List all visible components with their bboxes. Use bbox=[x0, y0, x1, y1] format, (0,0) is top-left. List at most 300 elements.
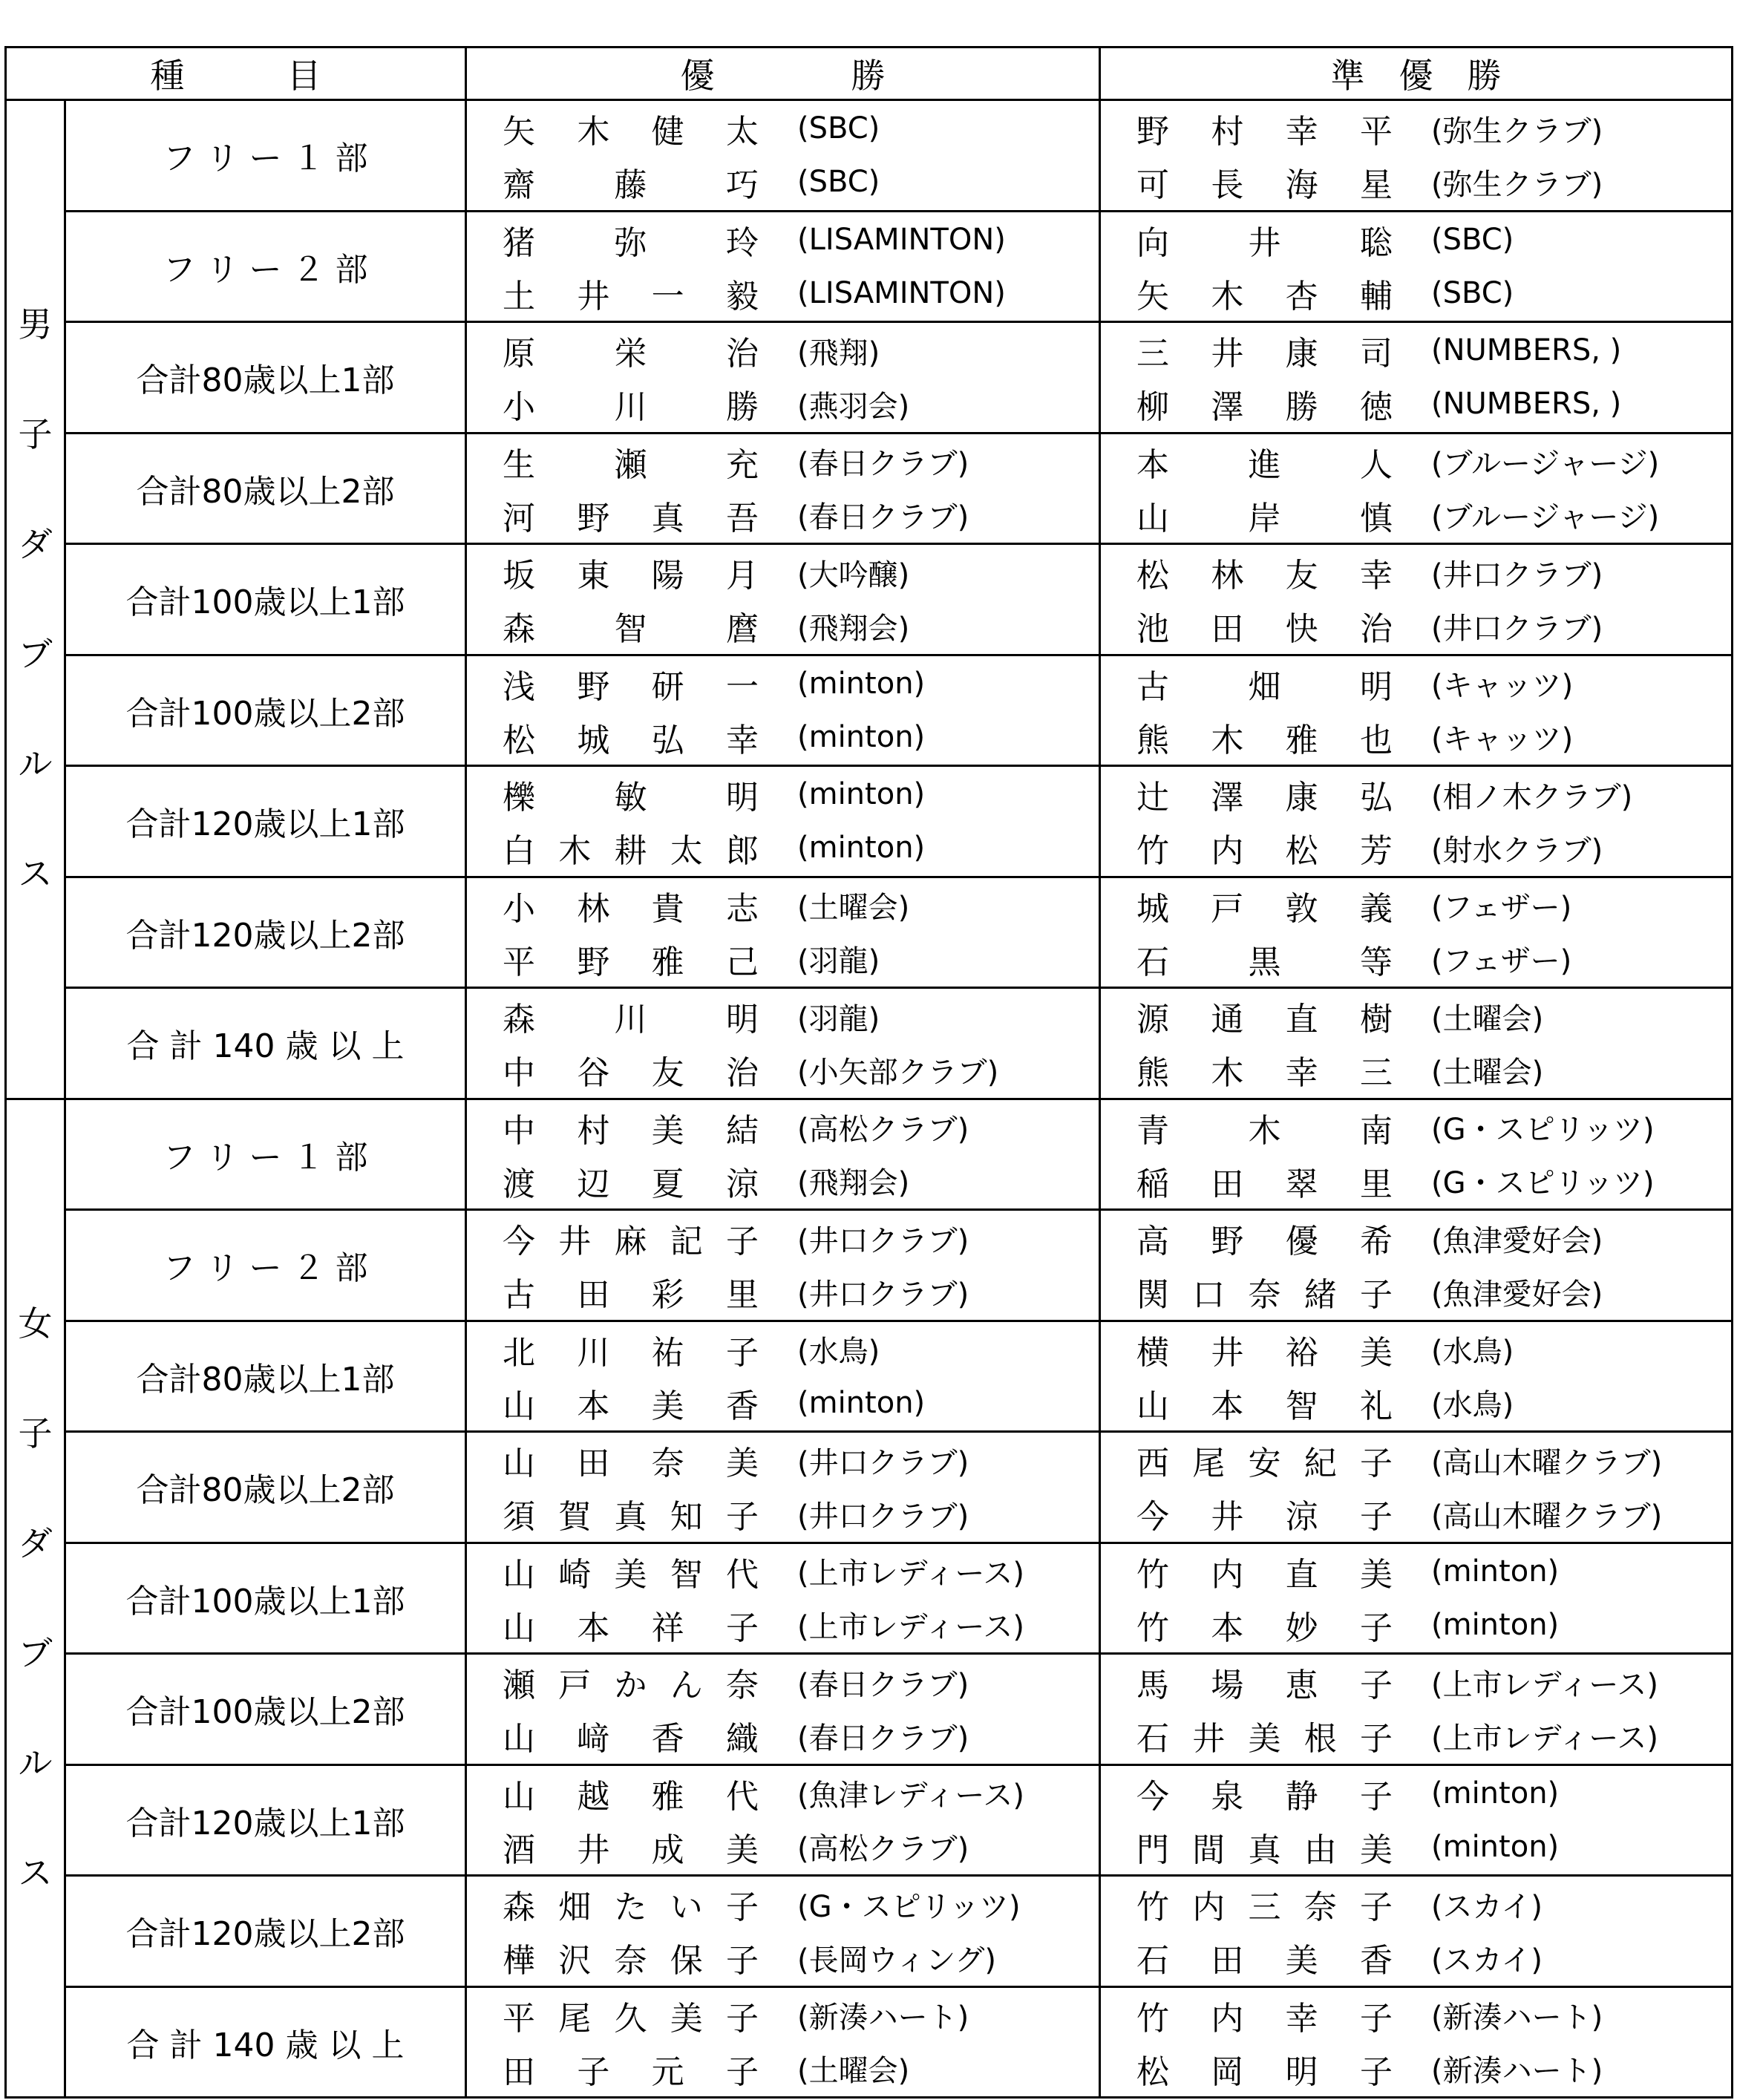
winner-entry bbox=[503, 821, 1099, 874]
runner-up-club: (水鳥) bbox=[1431, 1335, 1514, 1370]
winner-name: 山 﨑 香 織 bbox=[503, 1720, 759, 1759]
winner-cell bbox=[466, 1543, 1100, 1654]
runner-up-cell bbox=[1100, 766, 1733, 877]
winner-cell bbox=[466, 655, 1100, 766]
runner-up-club: (魚津愛好会) bbox=[1431, 1223, 1603, 1258]
winner-entry bbox=[503, 1433, 1099, 1487]
runner-up-entry bbox=[1136, 102, 1731, 155]
winner-name: 山 越 雅 代 bbox=[503, 1777, 759, 1816]
winner-name: 酒 井 成 美 bbox=[503, 1831, 759, 1869]
winner-entry bbox=[503, 1989, 1099, 2042]
runner-up-club: (G・スピリッツ) bbox=[1431, 1166, 1655, 1201]
runner-up-entry bbox=[1136, 990, 1731, 1043]
men-group-char: ス bbox=[18, 854, 53, 894]
runner-up-cell bbox=[1100, 100, 1733, 212]
runner-up-name: 柳 澤 勝 徳 bbox=[1136, 388, 1393, 427]
women-event-row bbox=[6, 1764, 1733, 1876]
runner-up-club: (ブルージャージ) bbox=[1431, 500, 1660, 535]
runner-up-entry bbox=[1136, 1931, 1731, 1984]
winner-club: (minton) bbox=[797, 1385, 926, 1420]
runner-up-club: (高山木曜クラブ) bbox=[1431, 1445, 1663, 1480]
men-event-row bbox=[6, 766, 1733, 877]
runner-up-club: (スカイ) bbox=[1431, 1943, 1543, 1978]
runner-up-entry bbox=[1136, 710, 1731, 764]
winner-name: 土 井 一 毅 bbox=[503, 277, 759, 315]
runner-up-name: 竹 内 直 美 bbox=[1136, 1555, 1393, 1594]
men-event-row bbox=[6, 544, 1733, 655]
runner-up-entry bbox=[1136, 1211, 1731, 1265]
winner-name: 櫟 敏 明 bbox=[503, 779, 759, 817]
women-event-row bbox=[6, 1099, 1733, 1210]
runner-up-club: (minton) bbox=[1431, 1776, 1560, 1810]
runner-up-club: (minton) bbox=[1431, 1829, 1560, 1864]
runner-up-entry bbox=[1136, 768, 1731, 821]
winner-entry bbox=[503, 324, 1099, 377]
winner-club: (土曜会) bbox=[797, 891, 910, 926]
event-name: 合計80歳以上2部 bbox=[65, 1432, 466, 1543]
winner-club: (井口クラブ) bbox=[797, 1223, 969, 1258]
runner-up-entry bbox=[1136, 1101, 1731, 1154]
runner-up-club: (射水クラブ) bbox=[1431, 833, 1603, 868]
winner-entry bbox=[503, 377, 1099, 431]
runner-up-entry bbox=[1136, 2042, 1731, 2096]
runner-up-club: (弥生クラブ) bbox=[1431, 167, 1603, 202]
winner-club: (井口クラブ) bbox=[797, 1499, 969, 1534]
winner-club: (燕羽会) bbox=[797, 389, 910, 424]
runner-up-name: 城 戸 敦 義 bbox=[1136, 889, 1393, 928]
men-event-row bbox=[6, 100, 1733, 212]
runner-up-entry bbox=[1136, 1989, 1731, 2042]
winner-entry bbox=[503, 1154, 1099, 1208]
runner-up-name: 青 木 南 bbox=[1136, 1111, 1393, 1150]
winner-name: 瀬 戸 か ん 奈 bbox=[503, 1666, 759, 1705]
event-name: 合計80歳以上2部 bbox=[65, 433, 466, 544]
winner-entry bbox=[503, 266, 1099, 320]
winner-name: 河 野 真 吾 bbox=[503, 499, 759, 537]
runner-up-entry bbox=[1136, 1709, 1731, 1762]
event-name: 合計100歳以上2部 bbox=[65, 1654, 466, 1765]
runner-up-entry bbox=[1136, 377, 1731, 431]
winner-name: 北 川 祐 子 bbox=[503, 1333, 759, 1372]
header-runner-up: 準 優 勝 bbox=[1100, 48, 1733, 100]
runner-up-name: 竹 内 幸 子 bbox=[1136, 1999, 1393, 2038]
winner-club: (春日クラブ) bbox=[797, 500, 969, 535]
winner-cell bbox=[466, 211, 1100, 322]
winner-club: (SBC) bbox=[797, 111, 880, 146]
runner-up-club: (土曜会) bbox=[1431, 1001, 1544, 1036]
women-group-char: 子 bbox=[18, 1413, 53, 1453]
winner-name: 古 田 彩 里 bbox=[503, 1276, 759, 1315]
runner-up-name: 高 野 優 希 bbox=[1136, 1223, 1393, 1261]
runner-up-club: (スカイ) bbox=[1431, 1889, 1543, 1924]
winner-club: (minton) bbox=[797, 719, 926, 754]
winner-name: 山 田 奈 美 bbox=[503, 1445, 759, 1483]
event-name: 合計100歳以上1部 bbox=[65, 544, 466, 655]
runner-up-entry bbox=[1136, 879, 1731, 932]
runner-up-cell bbox=[1100, 1764, 1733, 1876]
runner-up-name: 辻 澤 康 弘 bbox=[1136, 779, 1393, 817]
winner-name: 浅 野 研 一 bbox=[503, 667, 759, 706]
winner-club: (新湊ハート) bbox=[797, 2001, 969, 2035]
runner-up-entry bbox=[1136, 155, 1731, 209]
runner-up-club: (高山木曜クラブ) bbox=[1431, 1499, 1663, 1534]
runner-up-cell bbox=[1100, 322, 1733, 434]
men-group-char: ブ bbox=[18, 634, 53, 675]
runner-up-name: 古 畑 明 bbox=[1136, 667, 1393, 706]
runner-up-cell bbox=[1100, 1210, 1733, 1321]
women-event-row bbox=[6, 1210, 1733, 1321]
event-name: 合計80歳以上1部 bbox=[65, 1321, 466, 1432]
runner-up-name: 門 間 真 由 美 bbox=[1136, 1831, 1393, 1869]
runner-up-name: 石 井 美 根 子 bbox=[1136, 1720, 1393, 1759]
women-group-char: ル bbox=[18, 1742, 53, 1783]
runner-up-name: 馬 場 恵 子 bbox=[1136, 1666, 1393, 1705]
winner-cell bbox=[466, 322, 1100, 434]
winner-name: 中 村 美 結 bbox=[503, 1111, 759, 1150]
winner-entry bbox=[503, 879, 1099, 932]
runner-up-name: 山 岸 慎 bbox=[1136, 499, 1393, 537]
winner-club: (魚津レディース) bbox=[797, 1779, 1025, 1813]
runner-up-entry bbox=[1136, 1265, 1731, 1318]
event-name: 合計120歳以上2部 bbox=[65, 1876, 466, 1987]
winner-name: 森 川 明 bbox=[503, 1001, 759, 1039]
winner-club: (上市レディース) bbox=[797, 1610, 1025, 1645]
runner-up-club: (G・スピリッツ) bbox=[1431, 1113, 1655, 1148]
women-event-row bbox=[6, 1654, 1733, 1765]
women-group-char: 女 bbox=[18, 1303, 53, 1344]
women-event-row bbox=[6, 1321, 1733, 1432]
winner-name: 平 尾 久 美 子 bbox=[503, 1999, 759, 2038]
winner-club: (春日クラブ) bbox=[797, 1721, 969, 1756]
runner-up-name: 池 田 快 治 bbox=[1136, 610, 1393, 649]
runner-up-club: (上市レディース) bbox=[1431, 1667, 1659, 1702]
runner-up-name: 竹 内 松 芳 bbox=[1136, 832, 1393, 871]
winner-name: 樺 沢 奈 保 子 bbox=[503, 1942, 759, 1980]
winner-entry bbox=[503, 1820, 1099, 1874]
winner-cell bbox=[466, 988, 1100, 1099]
men-group-char: 子 bbox=[18, 414, 53, 455]
runner-up-entry bbox=[1136, 1767, 1731, 1820]
runner-up-club: (新湊ハート) bbox=[1431, 2054, 1603, 2089]
winner-club: (井口クラブ) bbox=[797, 1277, 969, 1312]
runner-up-entry bbox=[1136, 213, 1731, 266]
winner-name: 生 瀬 充 bbox=[503, 445, 759, 484]
event-name: 合計100歳以上1部 bbox=[65, 1543, 466, 1654]
winner-club: (大吟醸) bbox=[797, 557, 910, 592]
runner-up-club: (弥生クラブ) bbox=[1431, 114, 1603, 148]
winner-club: (上市レディース) bbox=[797, 1557, 1025, 1592]
women-event-row bbox=[6, 1543, 1733, 1654]
runner-up-name: 矢 木 杏 輔 bbox=[1136, 277, 1393, 315]
winner-name: 平 野 雅 己 bbox=[503, 943, 759, 981]
runner-up-club: (NUMBERS, ) bbox=[1431, 387, 1622, 422]
winner-cell bbox=[466, 1654, 1100, 1765]
runner-up-club: (SBC) bbox=[1431, 222, 1514, 257]
runner-up-club: (フェザー) bbox=[1431, 944, 1572, 979]
winner-entry bbox=[503, 710, 1099, 764]
winner-name: 田 子 元 子 bbox=[503, 2052, 759, 2091]
women-event-row bbox=[6, 1432, 1733, 1543]
runner-up-name: 源 通 直 樹 bbox=[1136, 1001, 1393, 1039]
men-event-row bbox=[6, 322, 1733, 434]
winner-entry bbox=[503, 1655, 1099, 1709]
winner-entry bbox=[503, 1931, 1099, 1984]
runner-up-club: (井口クラブ) bbox=[1431, 557, 1603, 592]
winner-name: 坂 東 陽 月 bbox=[503, 557, 759, 595]
winner-club: (水鳥) bbox=[797, 1335, 880, 1370]
women-group-char: ス bbox=[18, 1852, 53, 1893]
runner-up-name: 野 村 幸 平 bbox=[1136, 113, 1393, 151]
header-event: 種 目 bbox=[6, 48, 466, 100]
runner-up-entry bbox=[1136, 266, 1731, 320]
winner-club: (LISAMINTON) bbox=[797, 275, 1006, 310]
runner-up-name: 竹 本 妙 子 bbox=[1136, 1609, 1393, 1647]
winner-entry bbox=[503, 155, 1099, 209]
winner-club: (春日クラブ) bbox=[797, 447, 969, 482]
runner-up-entry bbox=[1136, 1877, 1731, 1931]
runner-up-cell bbox=[1100, 655, 1733, 766]
runner-up-cell bbox=[1100, 211, 1733, 322]
winner-entry bbox=[503, 1323, 1099, 1376]
winner-cell bbox=[466, 1876, 1100, 1987]
winner-name: 原 栄 治 bbox=[503, 335, 759, 373]
winner-name: 須 賀 真 知 子 bbox=[503, 1498, 759, 1537]
runner-up-name: 熊 木 幸 三 bbox=[1136, 1054, 1393, 1093]
winner-club: (春日クラブ) bbox=[797, 1667, 969, 1702]
runner-up-entry bbox=[1136, 1820, 1731, 1874]
runner-up-club: (minton) bbox=[1431, 1554, 1560, 1589]
winner-cell bbox=[466, 1764, 1100, 1876]
winner-cell bbox=[466, 1099, 1100, 1210]
winner-club: (土曜会) bbox=[797, 2054, 910, 2089]
runner-up-name: 山 本 智 礼 bbox=[1136, 1387, 1393, 1425]
runner-up-club: (井口クラブ) bbox=[1431, 611, 1603, 646]
winner-name: 山 本 祥 子 bbox=[503, 1609, 759, 1647]
winner-entry bbox=[503, 488, 1099, 542]
runner-up-name: 石 田 美 香 bbox=[1136, 1942, 1393, 1980]
runner-up-entry bbox=[1136, 488, 1731, 542]
results-table bbox=[4, 46, 1733, 2099]
women-event-row bbox=[6, 1876, 1733, 1987]
runner-up-cell bbox=[1100, 988, 1733, 1099]
winner-entry bbox=[503, 599, 1099, 652]
event-name: 合計100歳以上2部 bbox=[65, 655, 466, 766]
header-winner: 優 勝 bbox=[466, 48, 1100, 100]
winner-entry bbox=[503, 1709, 1099, 1762]
runner-up-cell bbox=[1100, 544, 1733, 655]
runner-up-club: (キャッツ) bbox=[1431, 669, 1574, 704]
runner-up-name: 向 井 聡 bbox=[1136, 223, 1393, 262]
runner-up-entry bbox=[1136, 1323, 1731, 1376]
runner-up-name: 可 長 海 星 bbox=[1136, 166, 1393, 205]
runner-up-entry bbox=[1136, 599, 1731, 652]
runner-up-name: 関 口 奈 緒 子 bbox=[1136, 1276, 1393, 1315]
men-event-row bbox=[6, 211, 1733, 322]
men-event-row bbox=[6, 655, 1733, 766]
winner-name: 森 畑 た い 子 bbox=[503, 1888, 759, 1927]
winner-entry bbox=[503, 932, 1099, 986]
runner-up-club: (相ノ木クラブ) bbox=[1431, 779, 1633, 814]
runner-up-cell bbox=[1100, 1099, 1733, 1210]
runner-up-club: (新湊ハート) bbox=[1431, 2001, 1603, 2035]
event-name: フ リ ー １ 部 bbox=[65, 100, 466, 212]
runner-up-entry bbox=[1136, 657, 1731, 710]
winner-entry bbox=[503, 1265, 1099, 1318]
runner-up-name: 今 泉 静 子 bbox=[1136, 1777, 1393, 1816]
runner-up-club: (土曜会) bbox=[1431, 1055, 1544, 1090]
women-event-row bbox=[6, 1986, 1733, 2098]
winner-club: (飛翔会) bbox=[797, 611, 910, 646]
winner-name: 小 川 勝 bbox=[503, 388, 759, 427]
winner-entry bbox=[503, 1043, 1099, 1096]
winner-name: 山 崎 美 智 代 bbox=[503, 1555, 759, 1594]
winner-cell bbox=[466, 1432, 1100, 1543]
winner-club: (飛翔) bbox=[797, 336, 880, 370]
runner-up-cell bbox=[1100, 1654, 1733, 1765]
winner-entry bbox=[503, 435, 1099, 488]
winner-name: 矢 木 健 太 bbox=[503, 113, 759, 151]
winner-name: 猪 弥 玲 bbox=[503, 223, 759, 262]
winner-entry bbox=[503, 102, 1099, 155]
runner-up-name: 横 井 裕 美 bbox=[1136, 1333, 1393, 1372]
runner-up-entry bbox=[1136, 932, 1731, 986]
winner-entry bbox=[503, 1376, 1099, 1430]
event-name: 合 計 140 歳 以 上 bbox=[65, 1986, 466, 2098]
winner-cell bbox=[466, 766, 1100, 877]
women-group-char: ダ bbox=[18, 1522, 53, 1563]
men-event-row bbox=[6, 433, 1733, 544]
winner-club: (長岡ウィング) bbox=[797, 1943, 997, 1978]
runner-up-name: 今 井 涼 子 bbox=[1136, 1498, 1393, 1537]
event-name: 合 計 140 歳 以 上 bbox=[65, 988, 466, 1099]
event-name: 合計80歳以上1部 bbox=[65, 322, 466, 434]
runner-up-entry bbox=[1136, 435, 1731, 488]
event-name: 合計120歳以上2部 bbox=[65, 877, 466, 988]
runner-up-name: 西 尾 安 紀 子 bbox=[1136, 1445, 1393, 1483]
runner-up-club: (ブルージャージ) bbox=[1431, 447, 1660, 482]
winner-name: 小 林 貴 志 bbox=[503, 889, 759, 928]
winner-name: 渡 辺 夏 涼 bbox=[503, 1165, 759, 1203]
runner-up-name: 松 岡 明 子 bbox=[1136, 2052, 1393, 2091]
winner-club: (羽龍) bbox=[797, 1001, 880, 1036]
runner-up-club: (SBC) bbox=[1431, 275, 1514, 310]
winner-cell bbox=[466, 544, 1100, 655]
runner-up-club: (上市レディース) bbox=[1431, 1721, 1659, 1756]
runner-up-entry bbox=[1136, 1433, 1731, 1487]
runner-up-entry bbox=[1136, 1655, 1731, 1709]
runner-up-entry bbox=[1136, 821, 1731, 874]
winner-entry bbox=[503, 1211, 1099, 1265]
runner-up-cell bbox=[1100, 877, 1733, 988]
winner-entry bbox=[503, 1598, 1099, 1652]
event-name: 合計120歳以上1部 bbox=[65, 1764, 466, 1876]
winner-entry bbox=[503, 1767, 1099, 1820]
runner-up-name: 三 井 康 司 bbox=[1136, 335, 1393, 373]
winner-entry bbox=[503, 1101, 1099, 1154]
winner-name: 今 井 麻 記 子 bbox=[503, 1223, 759, 1261]
runner-up-cell bbox=[1100, 433, 1733, 544]
men-event-row bbox=[6, 988, 1733, 1099]
runner-up-entry bbox=[1136, 1376, 1731, 1430]
winner-club: (SBC) bbox=[797, 165, 880, 200]
winner-entry bbox=[503, 1487, 1099, 1540]
winner-cell bbox=[466, 433, 1100, 544]
winner-name: 松 城 弘 幸 bbox=[503, 721, 759, 759]
runner-up-cell bbox=[1100, 1986, 1733, 2098]
winner-name: 中 谷 友 治 bbox=[503, 1054, 759, 1093]
runner-up-cell bbox=[1100, 1321, 1733, 1432]
men-group-char: 男 bbox=[18, 304, 53, 345]
runner-up-name: 竹 内 三 奈 子 bbox=[1136, 1888, 1393, 1927]
winner-club: (羽龍) bbox=[797, 944, 880, 979]
runner-up-name: 稲 田 翠 里 bbox=[1136, 1165, 1393, 1203]
winner-club: (LISAMINTON) bbox=[797, 222, 1006, 257]
runner-up-cell bbox=[1100, 1543, 1733, 1654]
winner-entry bbox=[503, 2042, 1099, 2096]
winner-name: 白 木 耕 太 郎 bbox=[503, 832, 759, 871]
runner-up-entry bbox=[1136, 1154, 1731, 1208]
winner-cell bbox=[466, 1321, 1100, 1432]
runner-up-cell bbox=[1100, 1432, 1733, 1543]
winner-entry bbox=[503, 768, 1099, 821]
winner-club: (高松クラブ) bbox=[797, 1113, 969, 1148]
header-row bbox=[6, 48, 1733, 100]
runner-up-entry bbox=[1136, 1043, 1731, 1096]
women-group-char: ブ bbox=[18, 1632, 53, 1673]
women-group-label bbox=[6, 1099, 65, 2098]
winner-club: (飛翔会) bbox=[797, 1166, 910, 1201]
winner-name: 森 智 麿 bbox=[503, 610, 759, 649]
runner-up-entry bbox=[1136, 1598, 1731, 1652]
runner-up-name: 松 林 友 幸 bbox=[1136, 557, 1393, 595]
runner-up-name: 本 進 人 bbox=[1136, 445, 1393, 484]
winner-cell bbox=[466, 877, 1100, 988]
runner-up-club: (フェザー) bbox=[1431, 891, 1572, 926]
winner-club: (高松クラブ) bbox=[797, 1832, 969, 1867]
runner-up-name: 熊 木 雅 也 bbox=[1136, 721, 1393, 759]
men-event-row bbox=[6, 877, 1733, 988]
men-group-char: ル bbox=[18, 744, 53, 785]
runner-up-club: (水鳥) bbox=[1431, 1388, 1514, 1423]
winner-club: (minton) bbox=[797, 666, 926, 701]
runner-up-name: 石 黒 等 bbox=[1136, 943, 1393, 981]
winner-entry bbox=[503, 1545, 1099, 1598]
runner-up-entry bbox=[1136, 324, 1731, 377]
runner-up-club: (NUMBERS, ) bbox=[1431, 333, 1622, 368]
winner-club: (minton) bbox=[797, 777, 926, 812]
runner-up-club: (魚津愛好会) bbox=[1431, 1277, 1603, 1312]
winner-name: 山 本 美 香 bbox=[503, 1387, 759, 1425]
men-group-label bbox=[6, 100, 65, 1099]
men-group-char: ダ bbox=[18, 524, 53, 565]
winner-club: (G・スピリッツ) bbox=[797, 1889, 1021, 1924]
winner-club: (小矢部クラブ) bbox=[797, 1055, 999, 1090]
winner-club: (minton) bbox=[797, 831, 926, 866]
runner-up-club: (キャッツ) bbox=[1431, 722, 1574, 757]
event-name: フ リ ー ２ 部 bbox=[65, 1210, 466, 1321]
event-name: 合計120歳以上1部 bbox=[65, 766, 466, 877]
runner-up-entry bbox=[1136, 546, 1731, 599]
winner-cell bbox=[466, 1986, 1100, 2098]
runner-up-entry bbox=[1136, 1545, 1731, 1598]
winner-entry bbox=[503, 990, 1099, 1043]
runner-up-club: (minton) bbox=[1431, 1607, 1560, 1642]
winner-entry bbox=[503, 657, 1099, 710]
runner-up-entry bbox=[1136, 1487, 1731, 1540]
winner-entry bbox=[503, 213, 1099, 266]
event-name: フ リ ー ２ 部 bbox=[65, 211, 466, 322]
winner-name: 齋 藤 巧 bbox=[503, 166, 759, 205]
